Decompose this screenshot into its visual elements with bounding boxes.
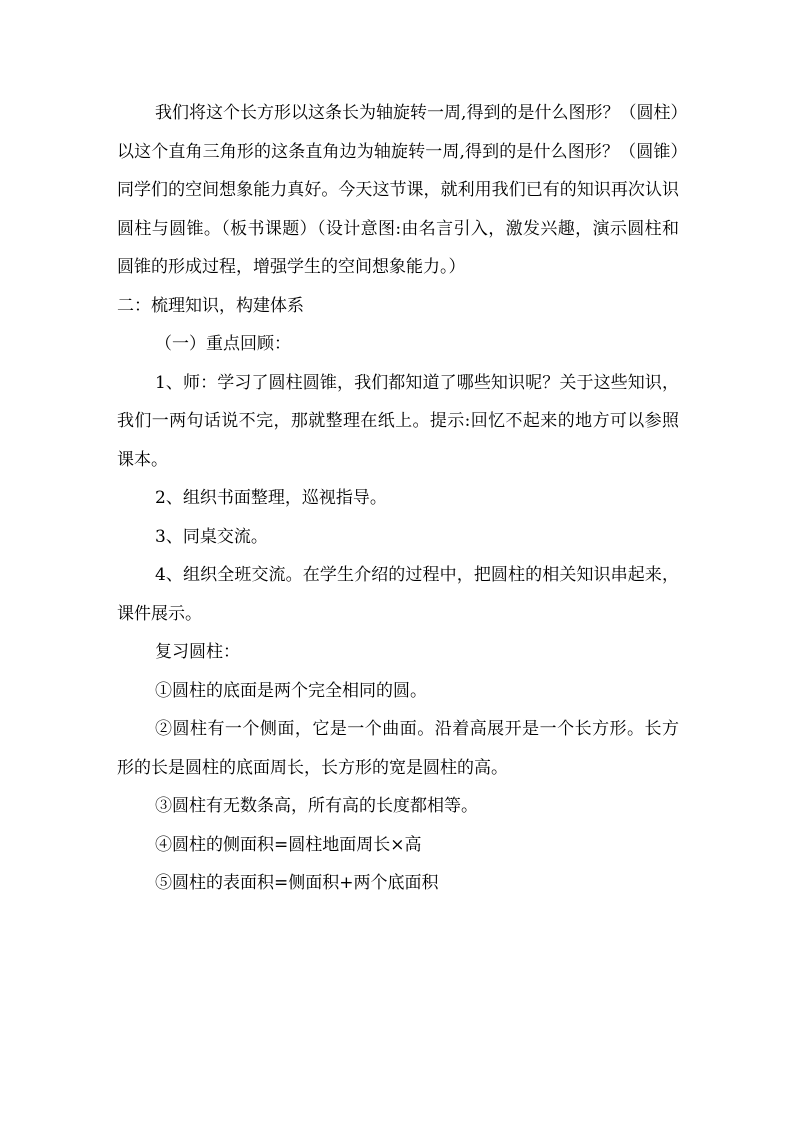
paragraph-step-1: 1、师：学习了圆柱圆锥，我们都知道了哪些知识呢？关于这些知识，我们一两句话说不完，那就整理在纸上。提示:回忆不起来的地方可以参照课本。 [117,372,679,470]
paragraph-step-3: 3、同桌交流。 [155,526,268,547]
document-body [117,94,679,903]
list-item-3: ③圆柱有无数条高，所有高的长度都相等。 [155,796,478,816]
list-item-5: ⑤圆柱的表面积=侧面积+两个底面积 [155,873,439,893]
list-item-4: ④圆柱的侧面积=圆柱地面周长×高 [155,834,422,855]
list-item-1: ①圆柱的底面是两个完全相同的圆。 [155,680,427,701]
paragraph-step-2: 2、组织书面整理，巡视指导。 [155,488,387,508]
paragraph-step-4: 4、组织全班交流。在学生介绍的过程中，把圆柱的相关知识串起来，课件展示。 [117,565,679,624]
review-heading: 复习圆柱： [155,642,240,662]
paragraph-intro: 我们将这个长方形以这条长为轴旋转一周,得到的是什么图形？（圆柱）以这个直角三角形的这条直角边为轴旋转一周,得到的是什么图形？（圆锥）同学们的空间想象能力真好。今天这节课，就利用我们已有的知识再次认识圆柱与圆锥。（板书课题）（设计意图:由名言引入，激发兴趣，演示圆柱和圆锥的形成过程，增强学生的空间想象能力。） [117,103,679,277]
list-item-2: ②圆柱有一个侧面，它是一个曲面。沿着高展开是一个长方形。长方形的长是圆柱的底面周长，长方形的宽是圆柱的高。 [117,719,679,778]
subsection-heading: （一）重点回顾： [155,334,291,354]
section-heading: 二：梳理知识，构建体系 [117,295,304,316]
